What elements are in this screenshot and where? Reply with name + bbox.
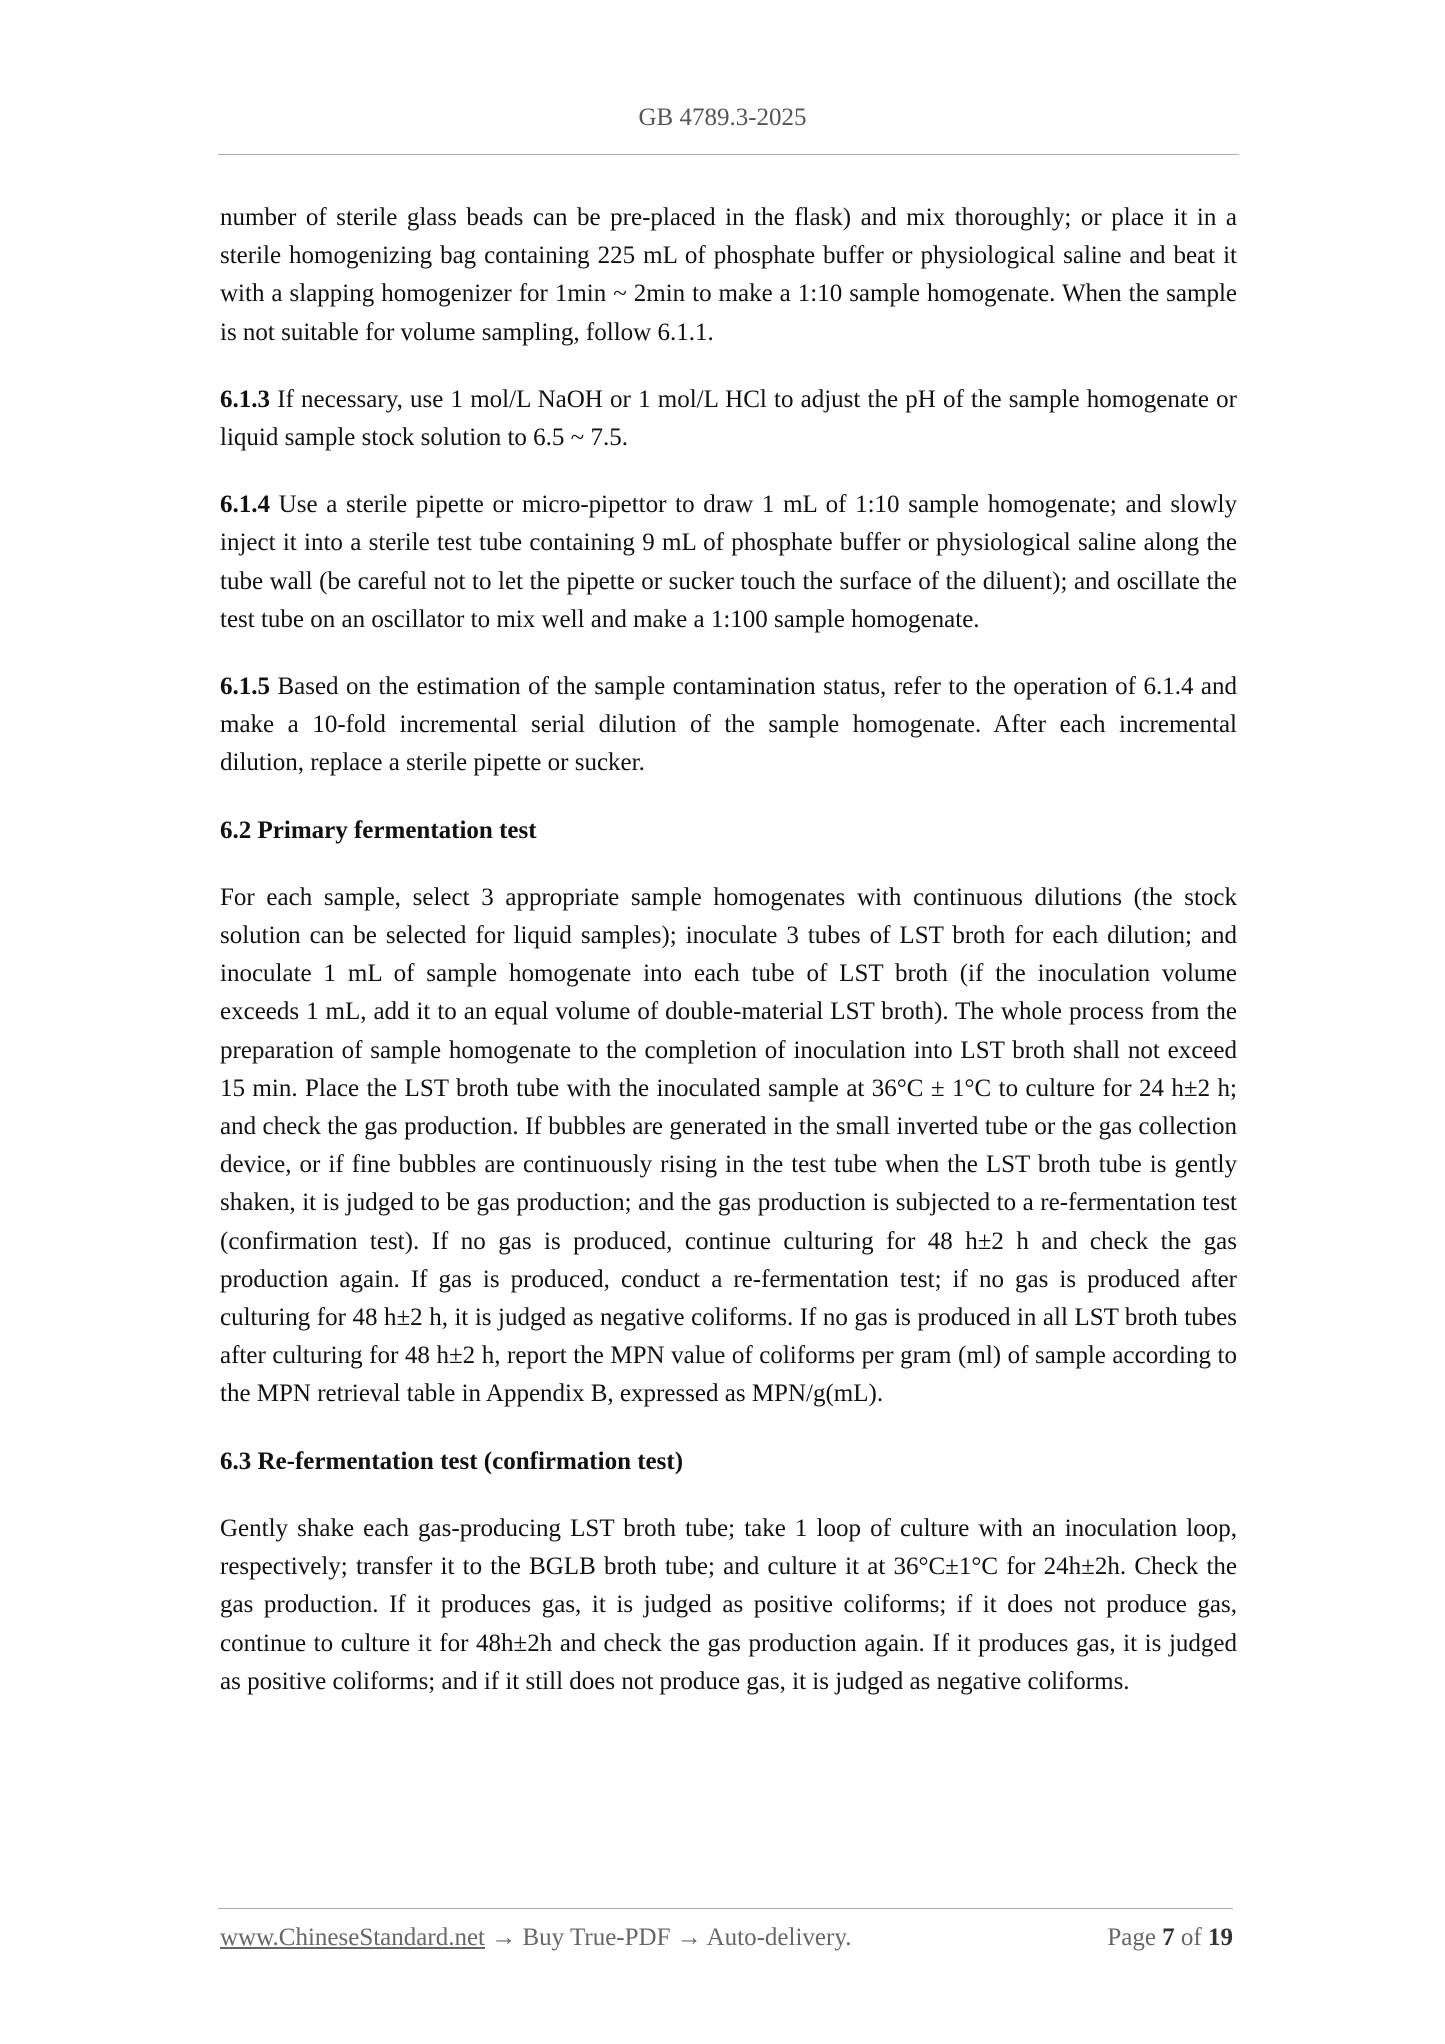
clause-6-1-4 bbox=[220, 486, 1237, 639]
arrow-right-icon: → bbox=[491, 1924, 517, 1951]
buy-pdf-text: Buy True-PDF bbox=[522, 1924, 671, 1951]
footer-left bbox=[220, 1924, 851, 1952]
section-6-2-body: For each sample, select 3 appropriate sample homogenates with continuous dilutions (the stock solution can be selected for liquid samples); inoculate 3 tubes of LST broth for each dilution; and inoculate 1 mL of sample homogenate into each tube of LST broth (if the inoculation volume exceeds 1 mL, add it to an equal volume of double-material LST broth). The whole process from the preparation of sample homogenate to the completion of inoculation into LST broth shall not exceed 15 min. Place the LST broth tube with the inoculated sample at 36°C ± 1°C to culture for 24 h±2 h; and check the gas production. If bubbles are generated in the small inverted tube or the gas collection device, or if fine bubbles are continuously rising in the test tube when the LST broth tube is gently shaken, it is judged to be gas production; and the gas production is subjected to a re-fermentation test (confirmation test). If no gas is produced, continue culturing for 48 h±2 h and check the gas production again. If gas is produced, conduct a re-fermentation test; if no gas is produced after culturing for 48 h±2 h, it is judged as negative coliforms. If no gas is produced in all LST broth tubes after culturing for 48 h±2 h, report the MPN value of coliforms per gram (ml) of sample according to the MPN retrieval table in Appendix B, expressed as MPN/g(mL). bbox=[220, 883, 1237, 1408]
clause-number: 6.1.4 bbox=[220, 491, 270, 519]
chinesestandard-link[interactable]: www.ChineseStandard.net bbox=[220, 1924, 485, 1951]
section-heading-6-3: 6.3 Re-fermentation test (confirmation test) bbox=[220, 1447, 684, 1475]
clause-text: Based on the estimation of the sample contamination status, refer to the operation of 6.1.4 and make a 10-fold incremental serial dilution of the sample homogenate. After each incremental dilution, replace a sterile pipette or sucker. bbox=[220, 673, 1237, 777]
clause-number: 6.1.5 bbox=[220, 673, 270, 701]
page-label: Page bbox=[1107, 1924, 1156, 1951]
footer-divider bbox=[218, 1908, 1233, 1909]
clause-text: Use a sterile pipette or micro-pipettor to draw 1 mL of 1:10 sample homogenate; and slowly inject it into a sterile test tube containing 9 mL of phosphate buffer or physiological saline along the tube wall (be careful not to let the pipette or sucker touch the surface of the diluent); and oscillate the test tube on an oscillator to mix well and make a 1:100 sample homogenate. bbox=[220, 491, 1237, 633]
current-page: 7 bbox=[1162, 1924, 1175, 1951]
section-heading-6-2: 6.2 Primary fermentation test bbox=[220, 816, 537, 844]
clause-6-1-3 bbox=[220, 381, 1237, 457]
clause-number: 6.1.3 bbox=[220, 385, 270, 413]
section-6-3-body: Gently shake each gas-producing LST broth tube; take 1 loop of culture with an inoculation loop, respectively; transfer it to the BGLB broth tube; and culture it at 36°C±1°C for 24h±2h. Check the gas production. If it produces gas, it is judged as positive coliforms; if it does not produce gas, continue to culture it for 48h±2h and check the gas production again. If it produces gas, it is judged as positive coliforms; and if it still does not produce gas, it is judged as negative coliforms. bbox=[220, 1514, 1237, 1695]
clause-6-1-5 bbox=[220, 668, 1237, 783]
paragraph-continuation: number of sterile glass beads can be pre-placed in the flask) and mix thoroughly; or place it in a sterile homogenizing bag containing 225 mL of phosphate buffer or physiological saline and beat it with a slapping homogenizer for 1min ~ 2min to make a 1:10 sample homogenate. When the sample is not suitable for volume sampling, follow 6.1.1. bbox=[220, 204, 1237, 346]
document-body bbox=[220, 199, 1237, 1730]
page-footer bbox=[220, 1924, 1233, 1952]
auto-delivery-text: Auto-delivery. bbox=[706, 1924, 852, 1951]
of-label: of bbox=[1180, 1924, 1202, 1951]
arrow-right-icon: → bbox=[676, 1924, 702, 1951]
page-header-title: GB 4789.3-2025 bbox=[638, 104, 807, 131]
page-number bbox=[1107, 1924, 1233, 1952]
total-pages: 19 bbox=[1208, 1924, 1233, 1951]
header-divider bbox=[218, 154, 1239, 155]
clause-text: If necessary, use 1 mol/L NaOH or 1 mol/L HCl to adjust the pH of the sample homogenate or liquid sample stock solution to 6.5 ~ 7.5. bbox=[220, 385, 1237, 452]
